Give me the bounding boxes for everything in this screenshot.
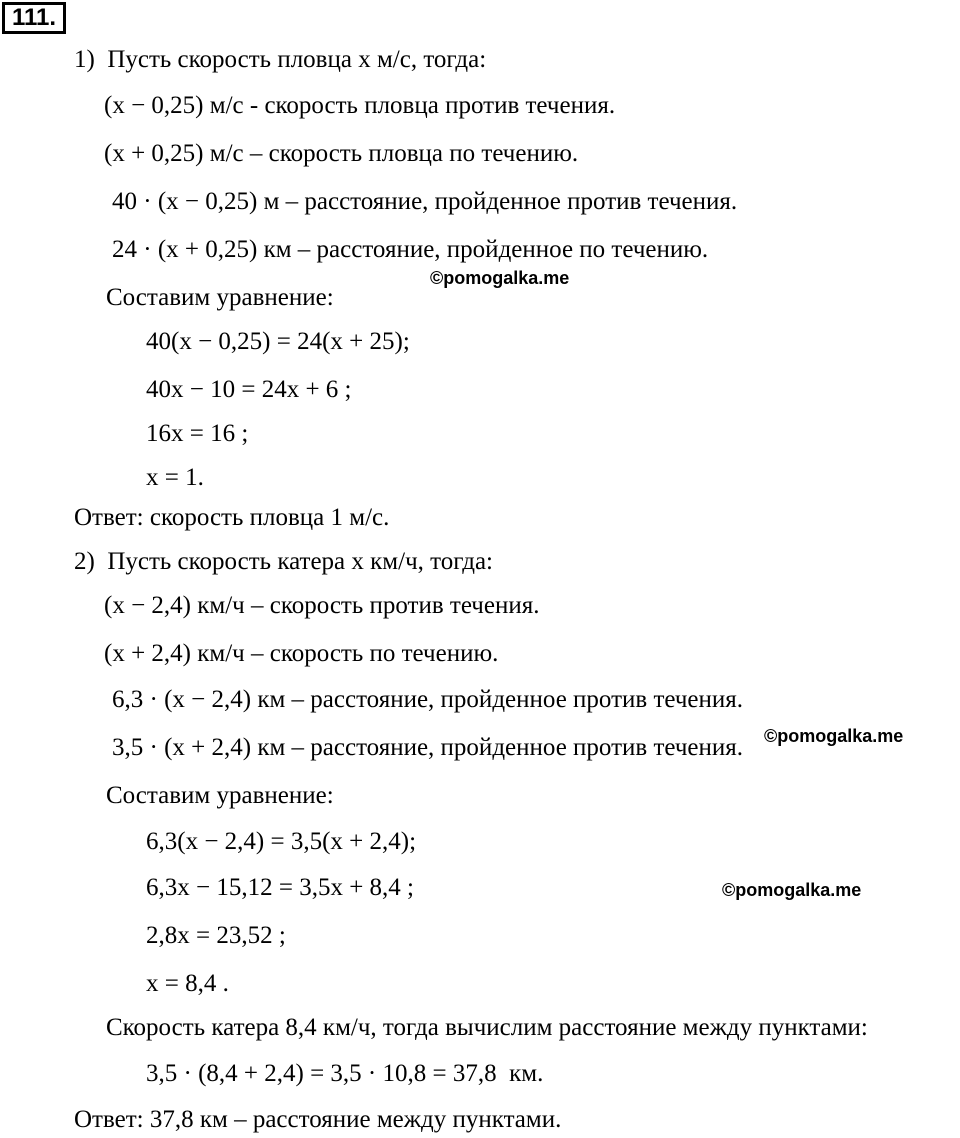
part1-eq3: 16x = 16 ; (146, 420, 249, 447)
part2-line3-expr: 6,3 · (x − 2,4) (112, 686, 252, 713)
part2-compose: Составим уравнение: (106, 782, 334, 809)
part2-eq3: 2,8x = 23,52 ; (146, 922, 286, 949)
part1-compose: Составим уравнение: (106, 284, 334, 311)
watermark-1: ©pomogalka.me (430, 268, 570, 288)
watermark-3: ©pomogalka.me (722, 880, 862, 900)
part1-line4-expr: 24 · (x + 0,25) (112, 236, 258, 263)
part2-line1-expr: (x − 2,4) (104, 592, 191, 619)
part2-eq4: x = 8,4 . (146, 970, 229, 997)
part1-line1-text: м/с - скорость пловца против течения. (203, 92, 616, 119)
part2-line2-text: км/ч – скорость по течению. (191, 640, 499, 667)
part1-line1 (104, 92, 615, 120)
part1-line3-expr: 40 · (x − 0,25) (112, 188, 258, 215)
watermark-2: ©pomogalka.me (764, 726, 904, 746)
part1-line2 (104, 140, 578, 168)
part2-line4-text: км – расстояние, пройденное против течения. (251, 734, 744, 761)
part2-line3 (112, 686, 743, 714)
part2-eq1: 6,3(x − 2,4) = 3,5(x + 2,4); (146, 828, 417, 855)
part2-line2 (104, 640, 498, 668)
part2-line2-expr: (x + 2,4) (104, 640, 191, 667)
part1-line4 (112, 236, 708, 264)
part2-intro: 2) Пусть скорость катера x км/ч, тогда: (74, 548, 494, 575)
part1-line1-expr: (x − 0,25) (104, 92, 204, 119)
part2-line4-expr: 3,5 · (x + 2,4) (112, 734, 252, 761)
part2-answer: Ответ: 37,8 км – расстояние между пунктами. (74, 1106, 562, 1133)
part2-speed-line: Скорость катера 8,4 км/ч, тогда вычислим расстояние между пунктами: (106, 1014, 868, 1041)
part2-line4 (112, 734, 743, 762)
part2-line1-text: км/ч – скорость против течения. (191, 592, 540, 619)
part2-line3-text: км – расстояние, пройденное против течения. (251, 686, 744, 713)
part1-line2-text: м/с – скорость пловца по течению. (203, 140, 579, 167)
part1-line4-text: км – расстояние, пройденное по течению. (257, 236, 709, 263)
problem-number: 111. (2, 2, 66, 34)
part2-eq2: 6,3x − 15,12 = 3,5x + 8,4 ; (146, 874, 414, 901)
part1-line2-expr: (x + 0,25) (104, 140, 204, 167)
part1-answer: Ответ: скорость пловца 1 м/с. (74, 504, 390, 531)
part1-line3 (112, 188, 737, 216)
part2-calc: 3,5 · (8,4 + 2,4) = 3,5 · 10,8 = 37,8 км. (146, 1060, 544, 1087)
part1-eq2: 40x − 10 = 24x + 6 ; (146, 376, 352, 403)
part1-eq4: x = 1. (146, 464, 204, 491)
part1-line3-text: м – расстояние, пройденное против течения. (257, 188, 738, 215)
part2-line1 (104, 592, 540, 620)
part1-eq1: 40(x − 0,25) = 24(x + 25); (146, 328, 410, 355)
part1-intro: 1) Пусть скорость пловца x м/с, тогда: (74, 46, 487, 73)
